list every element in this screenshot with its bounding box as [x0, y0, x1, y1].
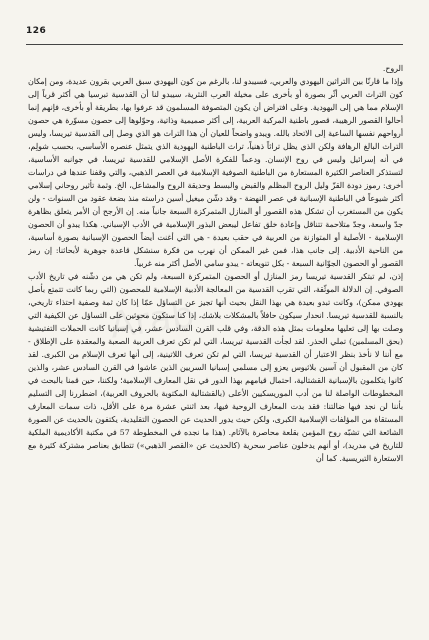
page-number: 126: [26, 26, 47, 36]
watermark: Arab: [107, 294, 197, 347]
header-rule: [26, 44, 403, 45]
paragraph-3: إذن، لم تبتكر القدسية تيريسا رمز المنازل أو الحصون المتمركزة السبعة، ولم تكن هي من دشّنه في تاريخ الأدب الصوفي. إن الدلالة الموثّقة، التي تقرب القدسية من المعالجة الأدبية الإسلامية للمحصون (التي ربما كانت تتمتع بأصل يهودي ممكن)، وكانت تبدو بعيدة هي بهذا النقل بحيث أنها تجيز عن التساؤل عمّا إذا كان ثمة وصفية احتذاء تاريخي، بالنسبة للقدسية تيريسا. انحدار سيكون حافلاً بالمشكلات بلاشك، إذا كنا ستكون محوثين على التساؤل عن الكيفية التي وصلت بها إلى تعليها معلومات بمثل هذه الدقة، وفي قلب القرن السادس عشر، في إسبانيا كانت الحملات التفتيشية (بحق المسلمين) تملي الحذر. لقد لجأت القدسية تيريسا، التي لم تكن تعرف العربية الصعبة والمعقدة على الإطلاق - مع أننا لا نأخذ بنظر الاعتبار أن القدسية تيريسا، التي لم تكن تعرف اللاتينية، إلى أنها تعرف الإسلام من الكبرى. لقد كان من المقبول أن آسين بلاثيوس يعزو إلى مسلمي إسبانيا السريين الذين عاشوا في القرن السادس عشر، والذين كانوا يتكلمون بالإسبانية القشتالية، احتمال قيامهم بهذا الدور في نقل المعارف الإسلامية؛ ولكننا، حين قمنا بالبحث في المخطوطات الواصلة لنا من أدب الموريسكيين الأعلى (بالقشتالية المكتوبة بالحروف العربية)، اضطررنا إلى التسليم بأننا لن نجد فيها ضالتنا: فقد بدت المعارف الروحية فيها، بعد اثنتي عشرة مرة على الأقل، ذات سمات المعارف المستقاة من المؤلفات الإسلامية الكبرى، ولكن حيث يدور الحديث عن الحصون التقليدية، يكتفون بالحديث عن الصورة الشائعة التي تشبّه روح المؤمن بقلعة محاصرة بالآثام. (هذا ما نجده في المخطوطة 57 في مكتبة الأكاديمية الملكية للتاريخ في مدريد)، أو أنهم يدخلون عناصر سحرية (كالحديث عن «القصر الذهبي») تتطابق بعناصر مشتركة كثيرة مع الاستعارة التيريسية. كما أن: [28, 272, 403, 463]
paragraph-2: وإذا ما قارنّا بين التراثين اليهودي والعربي، فسيبدو لنا، بالرغم من كون اليهودي سبق العربي بقرون عديدة، ومن إمكان كون التراث العربي أثّر بصورة أو بأخرى على مخيلة العرب النثرية، سيبدو لنا أن القدسية تبرسيا هي أكثر قرباً إلى الإسلام مما هي إلى اليهودية. وعلى افتراض أن يكون المتصوفة المسلمون قد عرفوا بها، بطريقة أو بأخرى، فإنهم إنما أحالوا القصور الرهيبة، قصور باطنية المركبة العربية، إلى أكثر صميمية وذاتية، وحوّلوها إلى حصون مسوّرة هي حصون أرواحهم نفسها الساعية إلى الاتحاد بالله. ويبدو واضحاً للعيان أن هذا التراث هو الذي وصل إلى القدسية تيريسا، وليس التراث البالغ الرهافة ولكن الذي يظل تراثاً ذهنياً، تراث الباطنية اليهودية الذي يتمثل عنصره الأساسي، بحسب شولِم، في أنه إسرائيل وليس في روح الإنسان. ودعماً للفكرة الأصل الإسلامي للقدسية تيريسا، في جوانبه الأساسية، لتستذكر العناصر الكثيرة المستعارة من الباطنية الصوفية الإسلامية في العصر الذهبي، والتي وقفنا عندها في دراسات أخرى: رموز دودة القزّ وليل الروح المظلم والقبض والبسط وحديقة الروح والمشاعل، الخ. وثمة تأثير روحاني إسلامي أكثر شيوعاً في الباطنية الإسبانية في عصر النهضة - وقد دشّن ميغيل أسين دراسته منذ بضعة عقود من السنوات - ولن يكون من المستغرب أن تشكل هذه القصور أو المنازل المتمركزة السبعة جانباً منه. إن الأرجح أن الأمر يتعلق بظاهرة جدّ واسعة، وجدّ متلاحمة تتناقل وإعادة خلق تفاعل ليبعض البذور الإسلامية في الأدب الإسباني. هكذا يبدو أن الحصون الإسلامية - الأصلية أو المتوازنة من العربية في حقب بعيدة - هي التي أغنت أيضاً الحصون الإسبانية بصورة أساسية، من الناحية الأدبية. إلى جانب هذا، فمن غير الممكن أن نهرب من فكرة سنشكل قاعدة جوهرية لأبحاثنا: إن رمز القصور أو الحصون الجوّانية السبعة - بكل تنويعاته - يبدو سامي الأصل أكثر منه غربياً.: [28, 77, 403, 268]
paragraph-1: الروح.: [382, 64, 403, 73]
body-text: [28, 62, 403, 620]
